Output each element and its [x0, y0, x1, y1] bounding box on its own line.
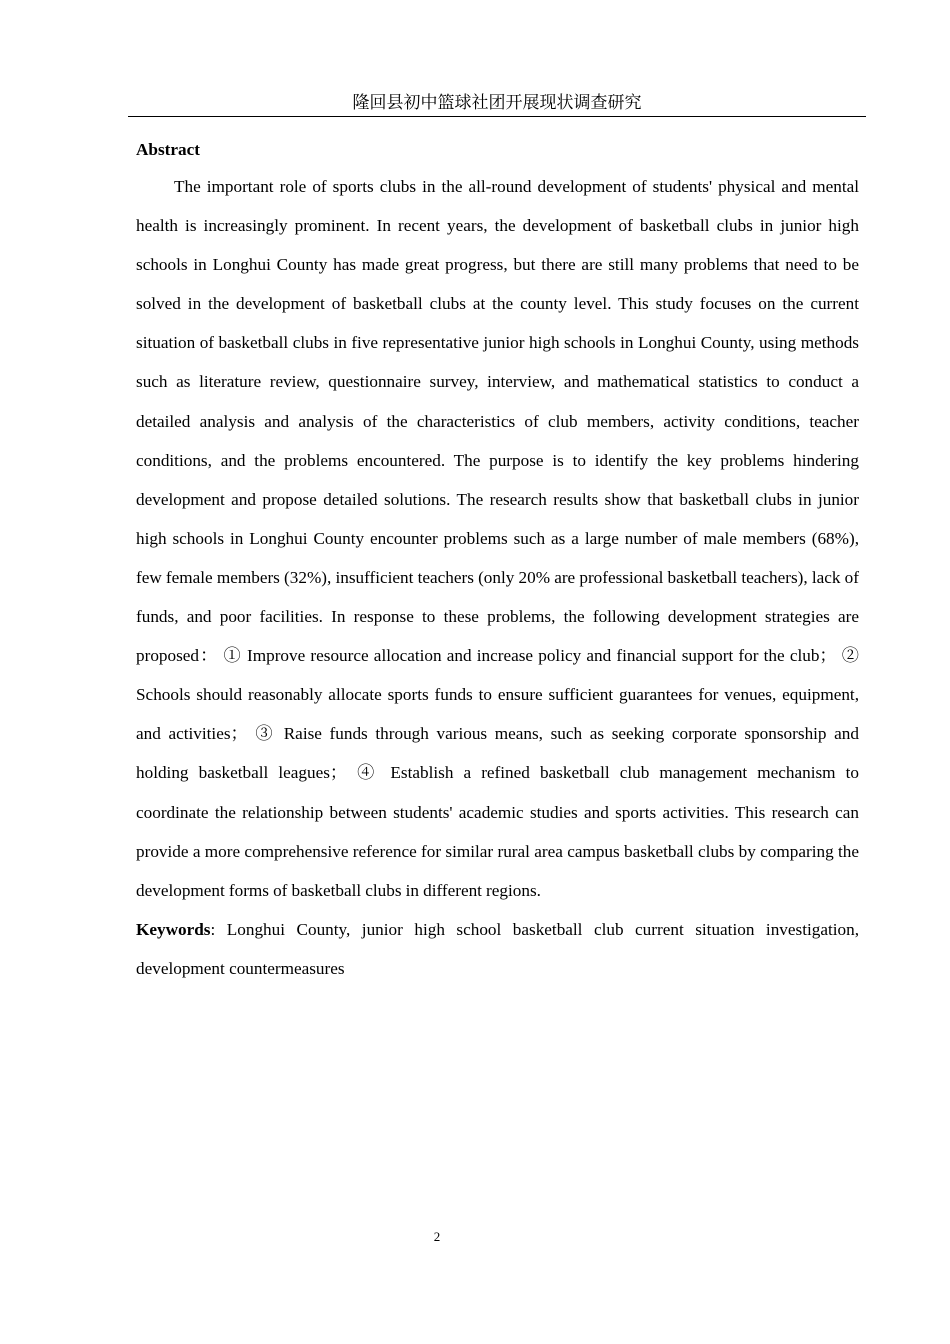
page-number: 2 [433, 1229, 441, 1244]
keywords-text: Longhui County, junior high school basketball club current situation investigation, development countermeasures [136, 919, 860, 978]
abstract-heading: Abstract [136, 140, 200, 159]
keywords-separator: : [210, 919, 227, 939]
keywords-paragraph [136, 910, 859, 988]
running-header: 隆回县初中篮球社团开展现状调查研究 [128, 90, 866, 117]
abstract-body: The important role of sports clubs in the all-round development of students' physical and mental health is increasingly prominent. In recent years, the development of basketball clubs in junior high schools in Longhui County has made great progress, but there are still many problems that need to be solved in the development of basketball clubs at the county level. This study focuses on the current situation of basketball clubs in five representative junior high schools in Longhui County, using methods such as literature review, questionnaire survey, interview, and mathematical statistics to conduct a detailed analysis and analysis of the characteristics of club members, activity conditions, teacher conditions, and the problems encountered. The purpose is to identify the key problems hindering development and propose detailed solutions. The research results show that basketball clubs in junior high schools in Longhui County encounter problems such as a large number of male members (68%), few female members (32%), insufficient teachers (only 20% are professional basketball teachers), lack of funds, and poor facilities. In response to these problems, the following development strategies are proposed： ① Improve resource allocation and increase policy and financial support for the club； ② Schools should reasonably allocate sports funds to ensure sufficient guarantees for venues, equipment, and activities； ③ Raise funds through various means, such as seeking corporate sponsorship and holding basketball leagues； ④ Establish a refined basketball club management mechanism to coordinate the relationship between students' academic studies and sports activities. This research can provide a more comprehensive reference for similar rural area campus basketball clubs by comparing the development forms of basketball clubs in different regions. [136, 177, 859, 900]
abstract-section [136, 135, 859, 988]
keywords-label: Keywords [136, 919, 211, 939]
